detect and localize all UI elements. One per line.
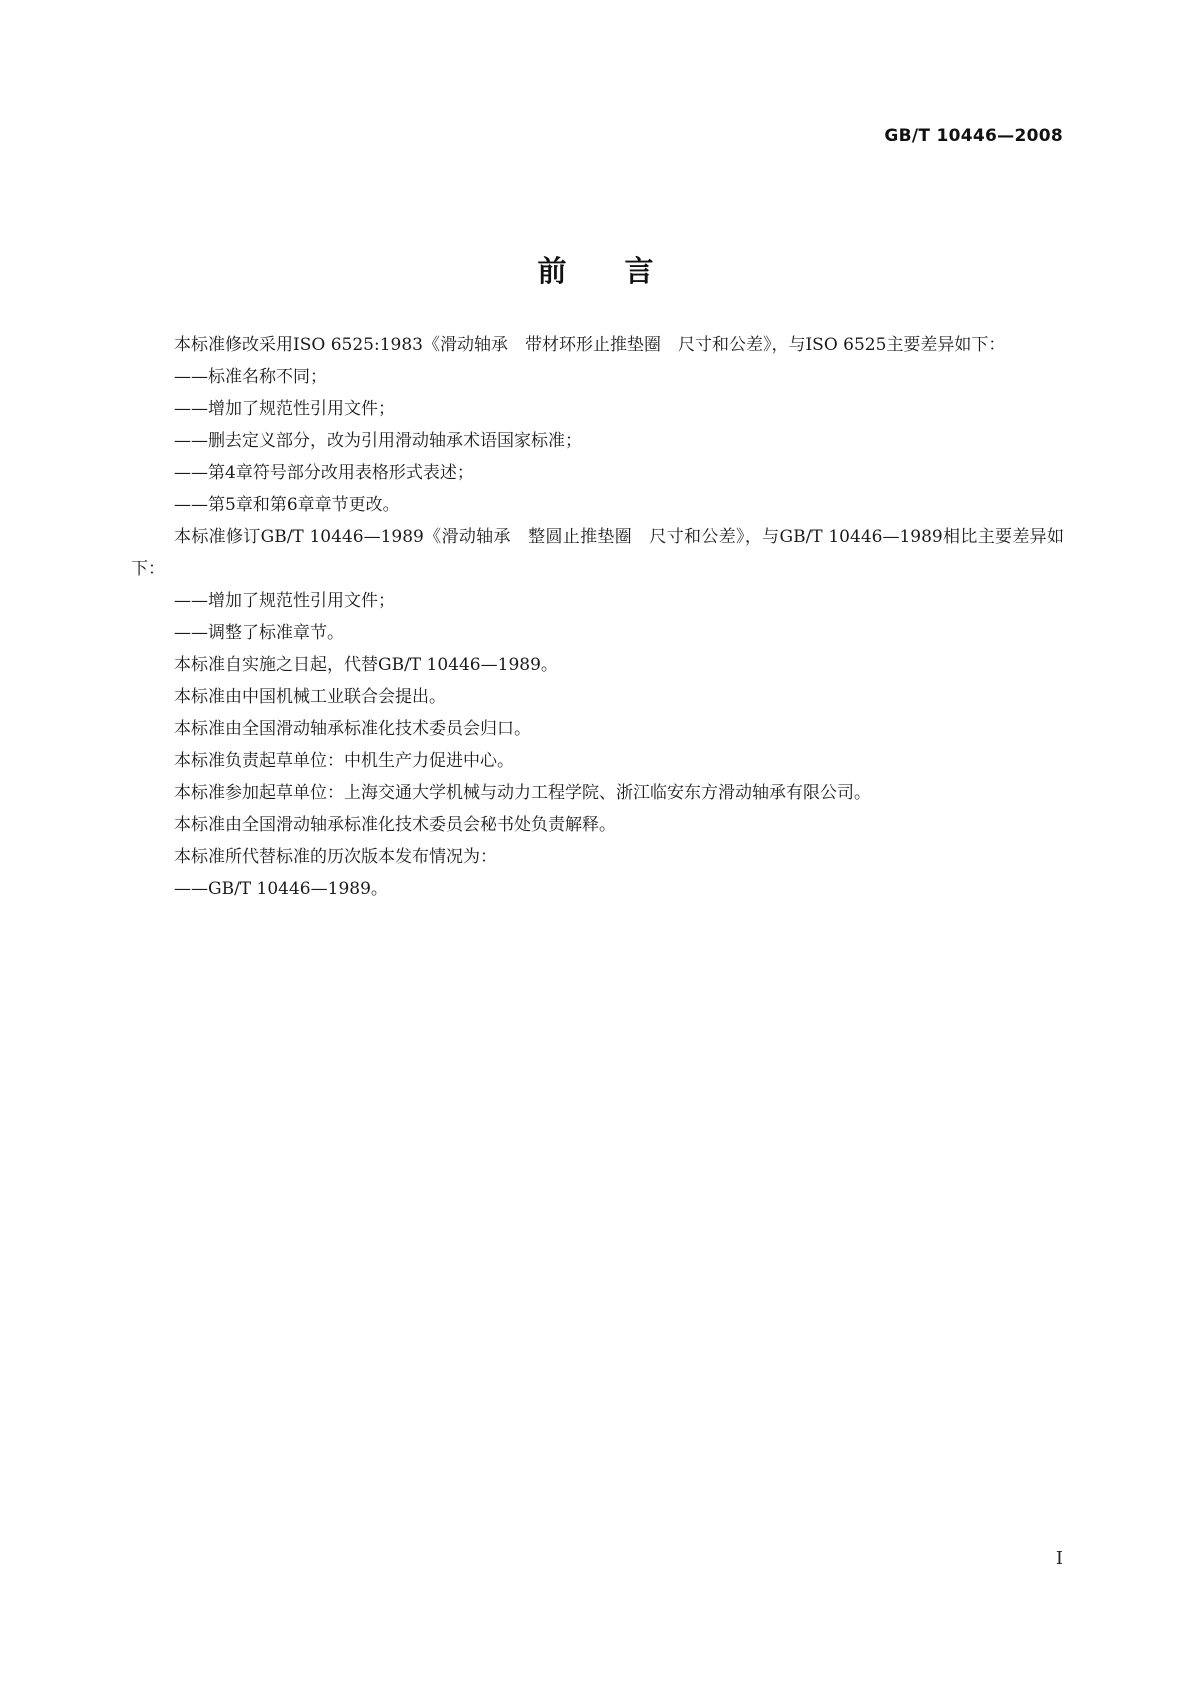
list-item: ——GB/T 10446—1989。 xyxy=(174,879,388,899)
list-item: ——删去定义部分，改为引用滑动轴承术语国家标准； xyxy=(174,431,582,451)
list-item: ——第4章符号部分改用表格形式表述； xyxy=(174,463,474,483)
list-item: ——调整了标准章节。 xyxy=(174,623,344,643)
document-body xyxy=(131,329,1064,905)
paragraph-replacement: 本标准自实施之日起，代替GB/T 10446—1989。 xyxy=(174,655,558,675)
page-number: I xyxy=(1055,1548,1063,1569)
paragraph-revision: 本标准修订GB/T 10446—1989《滑动轴承 整圆止推垫圈 尺寸和公差》，与GB/T 10446—1989相比主要差异如下： xyxy=(131,527,1064,579)
standard-code: GB/T 10446—2008 xyxy=(884,126,1063,146)
paragraph-adoption: 本标准修改采用ISO 6525:1983《滑动轴承 带材环形止推垫圈 尺寸和公差》，与ISO 6525主要差异如下： xyxy=(174,335,1006,355)
paragraph-drafter: 本标准负责起草单位：中机生产力促进中心。 xyxy=(174,751,514,771)
list-item: ——第5章和第6章章节更改。 xyxy=(174,495,400,515)
paragraph-committee: 本标准由全国滑动轴承标准化技术委员会归口。 xyxy=(174,719,531,739)
list-item: ——标准名称不同； xyxy=(174,367,327,387)
page-title: 前言 xyxy=(537,254,712,289)
paragraph-history: 本标准所代替标准的历次版本发布情况为： xyxy=(174,847,497,867)
list-item: ——增加了规范性引用文件； xyxy=(174,591,395,611)
paragraph-interpretation: 本标准由全国滑动轴承标准化技术委员会秘书处负责解释。 xyxy=(174,815,616,835)
paragraph-participants: 本标准参加起草单位：上海交通大学机械与动力工程学院、浙江临安东方滑动轴承有限公司。 xyxy=(174,783,871,803)
paragraph-proposer: 本标准由中国机械工业联合会提出。 xyxy=(174,687,446,707)
list-item: ——增加了规范性引用文件； xyxy=(174,399,395,419)
